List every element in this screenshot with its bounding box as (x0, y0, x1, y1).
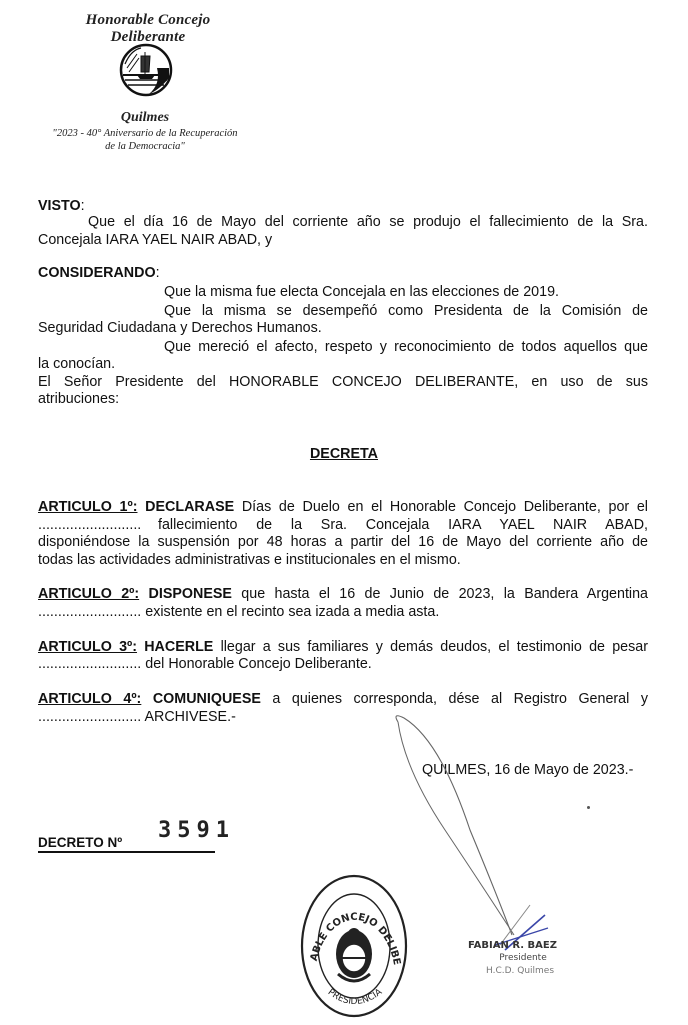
article-1-dots: .......................... (38, 517, 142, 533)
presidency-seal (298, 870, 410, 1025)
article-3-line-2: .......................... del Honorable Concejo Deliberante. (38, 656, 372, 672)
article-2-dots: .......................... (38, 604, 142, 620)
article-1-line-1: ARTICULO 1º: DECLARASE Días de Duelo en el Honorable Concejo Deliberante, por el (38, 499, 648, 515)
seal-bottom-text: PRESIDENCIA (325, 987, 385, 1008)
article-2-label: ARTICULO 2º: (38, 586, 140, 602)
visto-heading: VISTO: (38, 198, 85, 214)
article-1-label: ARTICULO 1º: (38, 499, 138, 515)
article-3-dots: .......................... (38, 656, 142, 672)
article-3-verb: HACERLE (144, 639, 214, 655)
decree-label: DECRETO Nº (38, 835, 123, 850)
considerando-item-2-line-1: Que la misma se desempeñó como Presidenta de la Comisión de (164, 303, 648, 319)
article-1-verb: DECLARASE (145, 499, 235, 515)
considerando-item-2-line-2: Seguridad Ciudadana y Derechos Humanos. (38, 320, 322, 336)
institution-title: Honorable Concejo Deliberante (85, 12, 211, 45)
motto-line-1: "2023 - 40° Aniversario de la Recuperación (52, 128, 238, 139)
considerando-item-3-line-1: Que mereció el afecto, respeto y reconocimiento de todos aquellos que (164, 339, 648, 355)
presidente-line-1: El Señor Presidente del HONORABLE CONCEJO DELIBERANTE, en uso de sus (38, 374, 648, 390)
considerando-item-3-line-2: la conocían. (38, 356, 116, 372)
signer-org: H.C.D. Quilmes (485, 966, 555, 976)
signer-name: FABIAN R. BAEZ (468, 940, 557, 951)
presidente-line-2: atribuciones: (38, 391, 120, 407)
coat-of-arms-icon (336, 928, 372, 981)
article-4-verb: COMUNIQUESE (152, 691, 261, 707)
article-1-line-3: disponiéndose la suspensión por 48 horas a partir del 16 de Mayo del corriente año de (38, 534, 648, 550)
article-4-line-1: ARTICULO 4º: COMUNIQUESE a quienes corresponda, dése al Registro General y (38, 691, 648, 707)
visto-line-1: Que el día 16 de Mayo del corriente año se produjo el fallecimiento de la Sra. (88, 214, 648, 230)
article-3-label: ARTICULO 3º: (38, 639, 138, 655)
place-date: QUILMES, 16 de Mayo de 2023.- (422, 762, 634, 778)
article-3-line-1: ARTICULO 3º: HACERLE llegar a sus familiares y demás deudos, el testimonio de pesar (38, 639, 648, 655)
seal-top-text: ABLE CONCEJO DELIBE (308, 911, 402, 966)
article-1-line-2: .......................... fallecimiento de la Sra. Concejala IARA YAEL NAIR ABAD, (38, 517, 648, 533)
visto-line-2: Concejala IARA YAEL NAIR ABAD, y (38, 232, 273, 248)
article-1-line-4: todas las actividades administrativas e institucionales en el mismo. (38, 552, 461, 568)
article-4-line-2: .......................... ARCHIVESE.- (38, 709, 236, 725)
article-2-line-2: .......................... existente en el recinto sea izada a media asta. (38, 604, 440, 620)
article-4-label: ARTICULO 4º: (38, 691, 142, 707)
city-name: Quilmes (120, 110, 170, 125)
article-2-line-1: ARTICULO 2º: DISPONESE que hasta el 16 de Junio de 2023, la Bandera Argentina (38, 586, 649, 602)
motto-line-2: de la Democracia" (105, 141, 185, 152)
considerando-heading: CONSIDERANDO: (38, 265, 160, 281)
signer-title: Presidente (499, 953, 547, 963)
considerando-item-1: Que la misma fue electa Concejala en las elecciones de 2019. (164, 284, 559, 300)
decreta-heading: DECRETA (309, 446, 379, 462)
article-2-verb: DISPONESE (148, 586, 232, 602)
decree-number: 3591 (158, 818, 235, 843)
article-4-dots: .......................... (38, 709, 142, 725)
